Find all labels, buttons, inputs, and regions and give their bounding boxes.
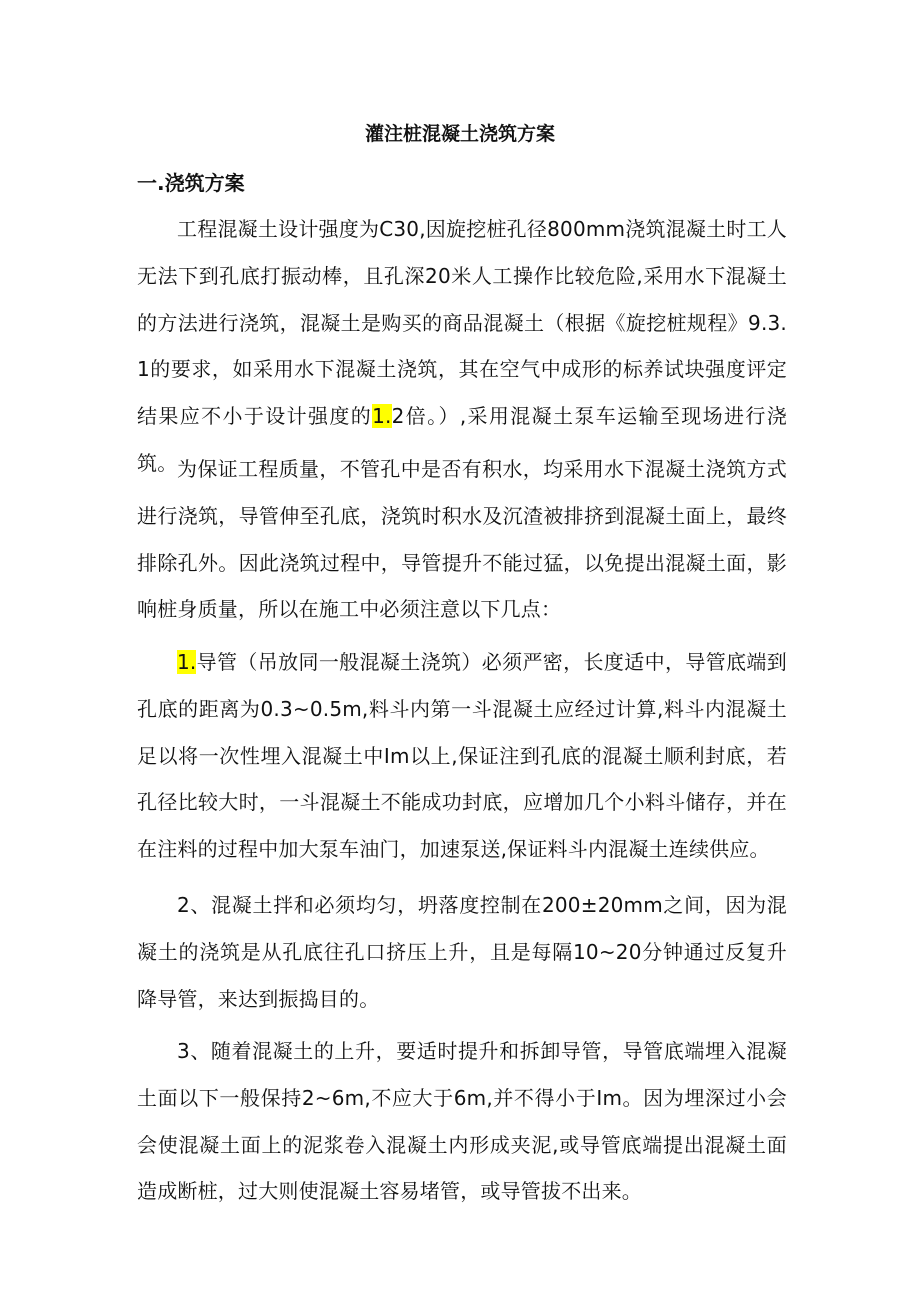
paragraph-text: 为保证工程质量，不管孔中是否有积水，均采用水下混凝土浇筑方式进行浇筑，导管伸至孔底，浇筑时积水及沉渣被排挤到混凝土面上，最终排除孔外。因此浇筑过程中，导管提升不能过猛，以免提出混凝土面，影响桩身质量，所以在施工中必须注意以下几点： <box>137 457 787 622</box>
paragraph-text: 2、混凝土拌和必须均匀，坍落度控制在200±20mm之间，因为混凝土的浇筑是从孔底往孔口挤压上升，且是每隔10~20分钟通过反复升降导管，来达到振捣目的。 <box>137 893 787 1011</box>
paragraph-item-1-conduit <box>137 639 787 873</box>
paragraph-design-strength <box>137 206 787 487</box>
paragraph-text: 3、随着混凝土的上升，要适时提升和拆卸导管，导管底端埋入混凝土面以下一般保持2~6m,不应大于6m,并不得小于Im。因为埋深过小会会使混凝土面上的泥浆卷入混凝土内形成夹泥,或导管底端提出混凝土面造成断桩，过大则使混凝土容易堵管，或导管拔不出来。 <box>137 1039 787 1204</box>
document-title: 灌注桩混凝土浇筑方案 <box>364 123 555 145</box>
paragraph-text: 工程混凝土设计强度为C30,因旋挖桩孔径800mm浇筑混凝土时工人无法下到孔底打振动棒，且孔深20米人工操作比较危险,采用水下混凝土的方法进行浇筑，混凝土是购买的商品混凝土（根据《旋挖桩规程》9.3.1的要求，如采用水下混凝土浇筑，其在空气中成形的标养试块强度评定结果应不小于设计强度的 <box>137 217 787 429</box>
paragraph-text: 2倍。）,采用混凝土泵车运输至现场进行浇筑。 <box>137 404 787 475</box>
highlighted-text: 1. <box>372 404 392 429</box>
paragraph-item-2-mixing <box>137 882 787 1022</box>
paragraph-item-3-lifting <box>137 1028 787 1215</box>
paragraph-quality-assurance <box>137 446 787 633</box>
paragraph-text: 导管（吊放同一般混凝土浇筑）必须严密，长度适中，导管底端到孔底的距离为0.3~0.5m,料斗内第一斗混凝土应经过计算,料斗内混凝土足以将一次性埋入混凝土中Im以上,保证注到孔底的混凝土顺利封底，若孔径比较大时，一斗混凝土不能成功封底，应增加几个小料斗储存，并在在注料的过程中加大泵车油门，加速泵送,保证料斗内混凝土连续供应。 <box>137 650 787 862</box>
highlighted-text: 1. <box>177 650 197 674</box>
section-heading: 一.浇筑方案 <box>137 171 245 195</box>
